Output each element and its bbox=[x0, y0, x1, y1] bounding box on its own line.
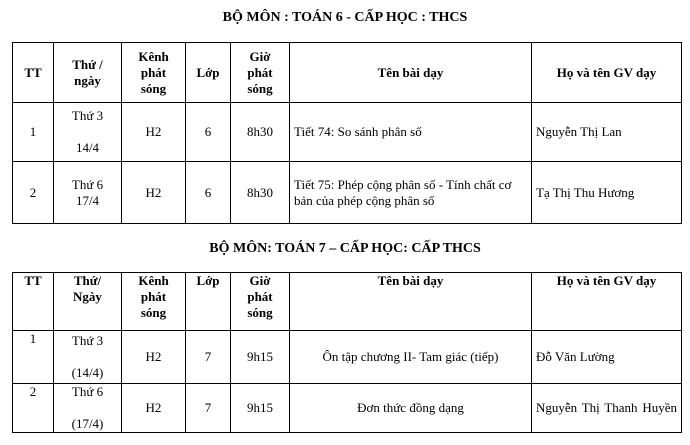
cell-kenh: H2 bbox=[122, 162, 186, 224]
header-tt: TT bbox=[13, 273, 54, 331]
header-kenh-line: phát bbox=[140, 64, 167, 80]
section1-title: BỘ MÔN : TOÁN 6 - CẤP HỌC : THCS bbox=[222, 10, 468, 25]
cell-thu: Thứ 6 bbox=[71, 384, 104, 399]
schedule-table-toan6 bbox=[12, 42, 682, 224]
cell-thu: Thứ 6 bbox=[71, 176, 104, 192]
cell-thu-ngay bbox=[54, 331, 122, 384]
table-row bbox=[13, 103, 682, 162]
cell-thu: Thứ 3 bbox=[71, 333, 104, 348]
header-lop: Lớp bbox=[186, 273, 231, 331]
header-kenh bbox=[122, 273, 186, 331]
header-thu-ngay-line: Ngày bbox=[73, 289, 102, 304]
cell-gio: 8h30 bbox=[231, 103, 290, 162]
header-gv: Họ và tên GV dạy bbox=[532, 43, 682, 103]
cell-tt: 1 bbox=[13, 331, 54, 384]
header-gio-line: sóng bbox=[247, 80, 273, 96]
header-thu-ngay bbox=[54, 273, 122, 331]
header-kenh-line: Kênh bbox=[138, 273, 169, 288]
cell-lop: 7 bbox=[186, 331, 231, 384]
header-thu-ngay-line: Thứ/ bbox=[73, 273, 102, 288]
cell-gv: Đỗ Văn Lường bbox=[532, 331, 682, 384]
cell-tt: 2 bbox=[13, 384, 54, 433]
cell-tt: 1 bbox=[13, 103, 54, 162]
table-row bbox=[13, 384, 682, 433]
cell-ngay: (17/4) bbox=[71, 416, 104, 431]
cell-thu-ngay bbox=[54, 103, 122, 162]
cell-kenh: H2 bbox=[122, 331, 186, 384]
cell-lop: 6 bbox=[186, 162, 231, 224]
header-gio-line: phát bbox=[247, 289, 273, 304]
header-row bbox=[13, 273, 682, 331]
cell-ngay: 17/4 bbox=[75, 192, 100, 208]
cell-ngay: 14/4 bbox=[75, 140, 100, 155]
header-kenh-line: sóng bbox=[140, 305, 167, 320]
header-ten-bai: Tên bài dạy bbox=[290, 273, 532, 331]
header-gio bbox=[231, 273, 290, 331]
table-row bbox=[13, 162, 682, 224]
cell-ten-bai: Tiết 74: So sánh phân số bbox=[290, 103, 532, 162]
header-gv: Họ và tên GV dạy bbox=[532, 273, 682, 331]
cell-kenh: H2 bbox=[122, 103, 186, 162]
header-gio-line: Giờ bbox=[249, 273, 271, 288]
cell-gio: 9h15 bbox=[231, 384, 290, 433]
header-kenh-line: sóng bbox=[140, 80, 167, 96]
header-kenh-line: phát bbox=[140, 289, 167, 304]
header-thu-ngay-line: ngày bbox=[74, 72, 101, 88]
header-gio bbox=[231, 43, 290, 103]
header-row bbox=[13, 43, 682, 103]
table-row bbox=[13, 331, 682, 384]
cell-ten-bai: Đơn thức đồng dạng bbox=[290, 384, 532, 433]
cell-gio: 9h15 bbox=[231, 331, 290, 384]
header-gio-line: phát bbox=[247, 64, 273, 80]
header-gio-line: Giờ bbox=[249, 48, 271, 64]
header-thu-ngay bbox=[54, 43, 122, 103]
cell-ten-bai: Ôn tập chương II- Tam giác (tiếp) bbox=[290, 331, 532, 384]
cell-kenh: H2 bbox=[122, 384, 186, 433]
cell-lop: 7 bbox=[186, 384, 231, 433]
header-lop: Lớp bbox=[186, 43, 231, 103]
header-tt: TT bbox=[13, 43, 54, 103]
header-thu-ngay-line: Thứ / bbox=[72, 56, 103, 72]
cell-ngay: (14/4) bbox=[71, 365, 104, 380]
cell-tt: 2 bbox=[13, 162, 54, 224]
cell-thu-ngay bbox=[54, 162, 122, 224]
header-ten-bai: Tên bài dạy bbox=[290, 43, 532, 103]
cell-gv: Nguyễn Thị Lan bbox=[532, 103, 682, 162]
cell-gv: Tạ Thị Thu Hương bbox=[532, 162, 682, 224]
schedule-table-toan7 bbox=[12, 272, 682, 433]
cell-lop: 6 bbox=[186, 103, 231, 162]
cell-gio: 8h30 bbox=[231, 162, 290, 224]
header-kenh-line: Kênh bbox=[138, 48, 169, 64]
cell-thu-ngay bbox=[54, 384, 122, 433]
cell-gv: Nguyễn Thị Thanh Huyền bbox=[532, 384, 682, 433]
section2-title: BỘ MÔN: TOÁN 7 – CẤP HỌC: CẤP THCS bbox=[209, 241, 481, 256]
cell-ten-bai: Tiết 75: Phép cộng phân số - Tính chất cơ bản của phép cộng phân số bbox=[290, 162, 532, 224]
header-gio-line: sóng bbox=[247, 305, 273, 320]
header-kenh bbox=[122, 43, 186, 103]
cell-thu: Thứ 3 bbox=[71, 108, 104, 123]
